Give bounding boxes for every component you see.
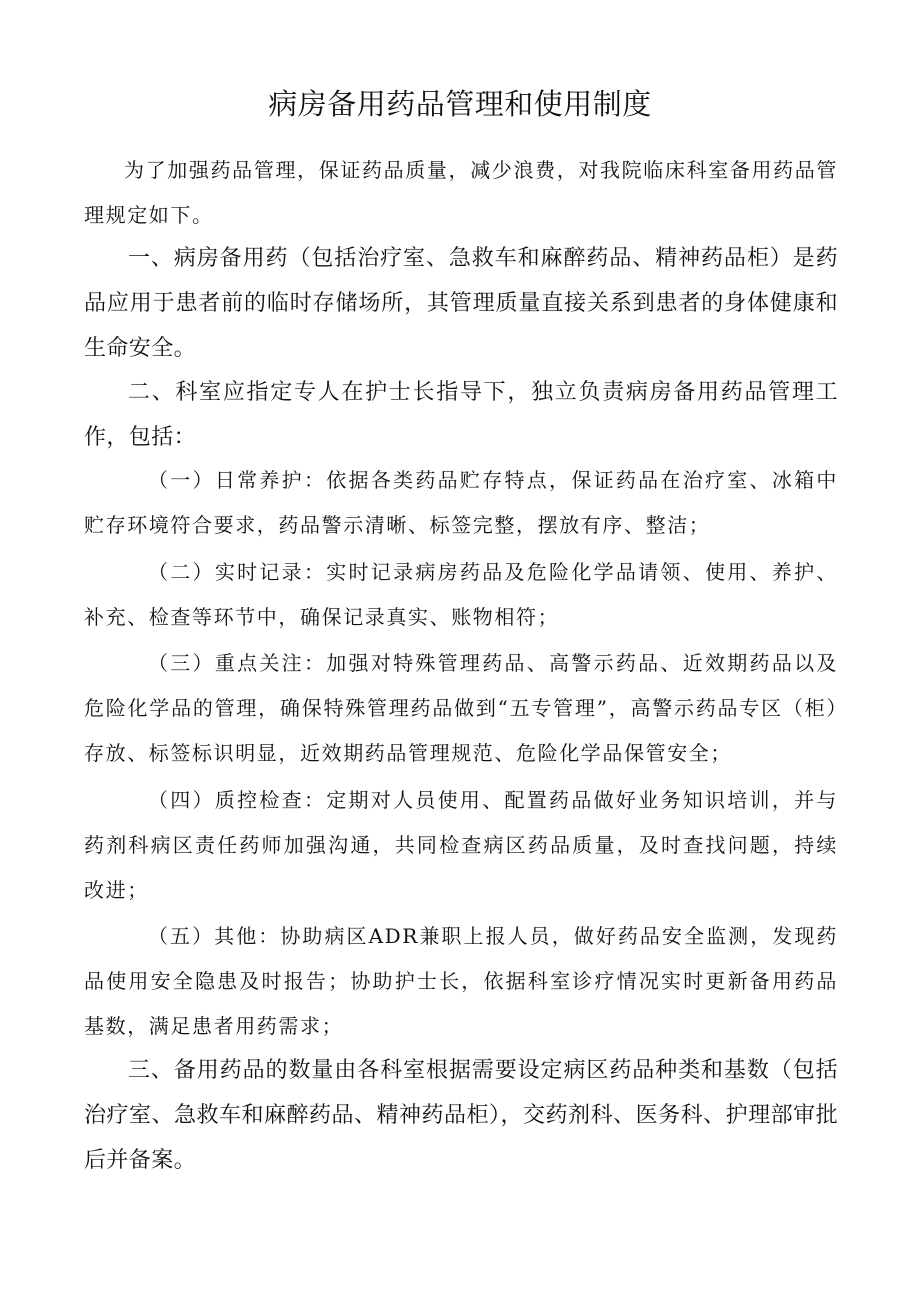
- section-3-paragraph: 三、备用药品的数量由各科室根据需要设定病区药品种类和基数（包括治疗室、急救车和麻醉药品、精神药品柜），交药剂科、医务科、护理部审批后并备案。: [84, 1058, 838, 1173]
- section-1-paragraph: 一、病房备用药（包括治疗室、急救车和麻醉药品、精神药品柜）是药品应用于患者前的临时存储场所，其管理质量直接关系到患者的身体健康和生命安全。: [84, 246, 838, 361]
- item-2-paragraph: （二）实时记录：实时记录病房药品及危险化学品请领、使用、养护、补充、检查等环节中，确保记录真实、账物相符；: [84, 560, 838, 629]
- page-title: 病房备用药品管理和使用制度: [268, 87, 652, 121]
- item-1-paragraph: （一）日常养护：依据各类药品贮存特点，保证药品在治疗室、冰箱中贮存环境符合要求，药品警示清晰、标签完整，摆放有序、整洁；: [84, 468, 838, 537]
- item-4-paragraph: （四）质控检查：定期对人员使用、配置药品做好业务知识培训，并与药剂科病区责任药师加强沟通，共同检查病区药品质量，及时查找问题，持续改进；: [84, 788, 838, 902]
- item-5-paragraph: （五）其他：协助病区ADR兼职上报人员，做好药品安全监测，发现药品使用安全隐患及时报告；协助护士长，依据科室诊疗情况实时更新备用药品基数，满足患者用药需求；: [84, 924, 838, 1038]
- section-2-paragraph: 二、科室应指定专人在护士长指导下，独立负责病房备用药品管理工作，包括：: [84, 380, 838, 450]
- intro-paragraph: 为了加强药品管理，保证药品质量，减少浪费，对我院临床科室备用药品管理规定如下。: [84, 158, 838, 227]
- item-3-paragraph: （三）重点关注：加强对特殊管理药品、高警示药品、近效期药品以及危险化学品的管理，确保特殊管理药品做到“五专管理”，高警示药品专区（柜）存放、标签标识明显，近效期药品管理规范、危险化学品保管安全；: [84, 651, 838, 765]
